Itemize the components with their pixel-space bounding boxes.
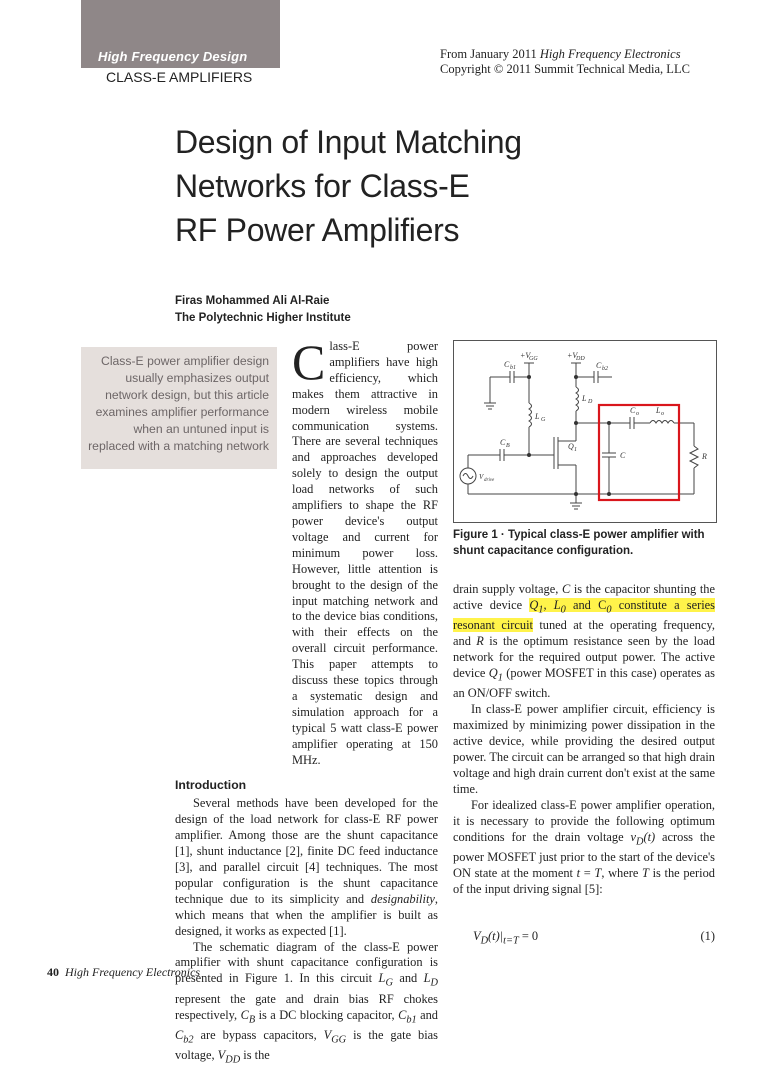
drop-cap: C [292,334,326,390]
svg-text:L: L [535,412,540,421]
r-resistor [690,446,698,468]
svg-text:o: o [661,411,664,417]
svg-text:C: C [630,406,636,415]
svg-text:GG: GG [529,356,538,362]
figure-caption: Figure 1 · Typical class-E power amplifier with shunt capacitance configuration. [453,529,705,557]
svg-text:G: G [541,417,546,423]
highlighted-text: $Q_1$, $L_0$ and $C_0$ constitute a series resonant circuit [453,597,715,633]
svg-text:L: L [582,394,587,403]
svg-text:B: B [506,443,510,449]
subject-label: CLASS-E AMPLIFIERS [106,69,253,85]
svg-text:1: 1 [574,447,577,453]
source-note: From January 2011 High Frequency Electronics Copyright © 2011 Summit Technical Media, LLC [440,47,690,76]
page-footer [47,965,200,980]
svg-text:C: C [504,360,510,369]
svg-text:C: C [620,451,626,460]
figure-1-schematic [453,340,717,523]
equation-number: (1) [700,929,715,943]
svg-text:V: V [479,473,484,481]
left-column [175,334,438,1069]
section-heading-introduction: Introduction [175,778,247,793]
author-name: Firas Mohammed Ali Al-Raie [175,295,330,307]
equation-1: $V_D(t)|_{t=T} = 0$ (1) [473,929,715,947]
svg-text:Q: Q [568,442,574,451]
svg-text:DD: DD [576,356,585,362]
svg-text:o: o [636,411,639,417]
section-tag: High Frequency Design [98,49,248,64]
col2-paragraph-2: In class-E power amplifier circuit, efficiency is maximized by minimizing power dissipation in the active device, while providing the desired output power. The circuit can be arranged so that high drain voltage and high drain current don't exist at the same time. [453,702,716,796]
svg-text:b2: b2 [602,366,608,372]
svg-text:b1: b1 [510,365,516,371]
lo-inductor [650,421,674,424]
ld-inductor [576,387,579,411]
svg-text:R: R [702,452,707,461]
article-title: Design of Input Matching Networks for Class-E RF Power Amplifiers [175,124,522,248]
svg-text:drive: drive [484,478,495,483]
vgg-label: +V [520,351,531,360]
svg-text:C: C [596,361,602,370]
pull-quote: Class-E power amplifier design usually emphasizes output network design, but this article examines amplifier performance when an untuned input is replaced with a matching network [88,354,269,453]
author-block [175,293,351,327]
svg-text:L: L [656,406,661,415]
intro-paragraph-1: Several methods have been developed for the design of the load network for class-E RF power amplifier. Among those are the shunt capacitance [1], shunt inductance [2], finite DC feed inductance [3], and parallel circuit [4] techniques. The most popular configuration is the shunt capacitance technique due to its simplicity and designability, which means that when the amplifier is built as designed, it works as expected [1]. [175,796,438,938]
author-affiliation: The Polytechnic Higher Institute [175,312,351,324]
svg-text:C: C [500,438,506,447]
page-number: 40 [47,965,59,979]
abstract: Class-E power amplifiers have high efficiency, which makes them attractive in modern wireless mobile communication systems. There are several techniques and approaches developed solely to design the output load networks of such amplifiers to shape the RF power device's output voltage and current for minimum power loss. However, little attention is brought to the design of the input matching network and to the device bias conditions, with their effects on the overall circuit performance. This paper attempts to discuss these topics through a systematic design and simulation approach for a typical 5 watt class-E power amplifier operating at 150 MHz. [292,334,438,767]
vdd-label: +V [567,351,578,360]
journal-name: High Frequency Electronics [65,965,201,979]
col2-paragraph-3: For idealized class-E power amplifier operation, it is necessary to provide the following optimum conditions for the drain voltage $v_D(t)$ across the power MOSFET just prior to the start of the device's ON state at the moment t = T, where T is the period of the input driving signal [5]: [453,797,715,896]
svg-text:D: D [588,399,593,405]
col2-paragraph-1: drain supply voltage, C is the capacitor shunting the active device $Q_1$, $L_0$ and $C_0$ constitute a series resonant circuit tuned at the operating frequency, and R is the optimum resistance seen by the load network for the required output power. The active device $Q_1$ (power MOSFET in this case) operates as an ON/OFF switch. [453,582,715,701]
right-column [453,582,715,898]
lg-inductor [529,403,532,427]
intro-paragraph-2: The schematic diagram of the class-E power amplifier with shunt capacitance configuration is presented in Figure 1. In this circuit $L_G$ and $L_D$ represent the gate and drain bias RF chokes respectively, $C_B$ is a DC blocking capacitor, $C_{b1}$ and $C_{b2}$ are bypass capacitors, $V_{GG}$ is the gate bias voltage, $V_{DD}$ is the [175,939,438,1066]
